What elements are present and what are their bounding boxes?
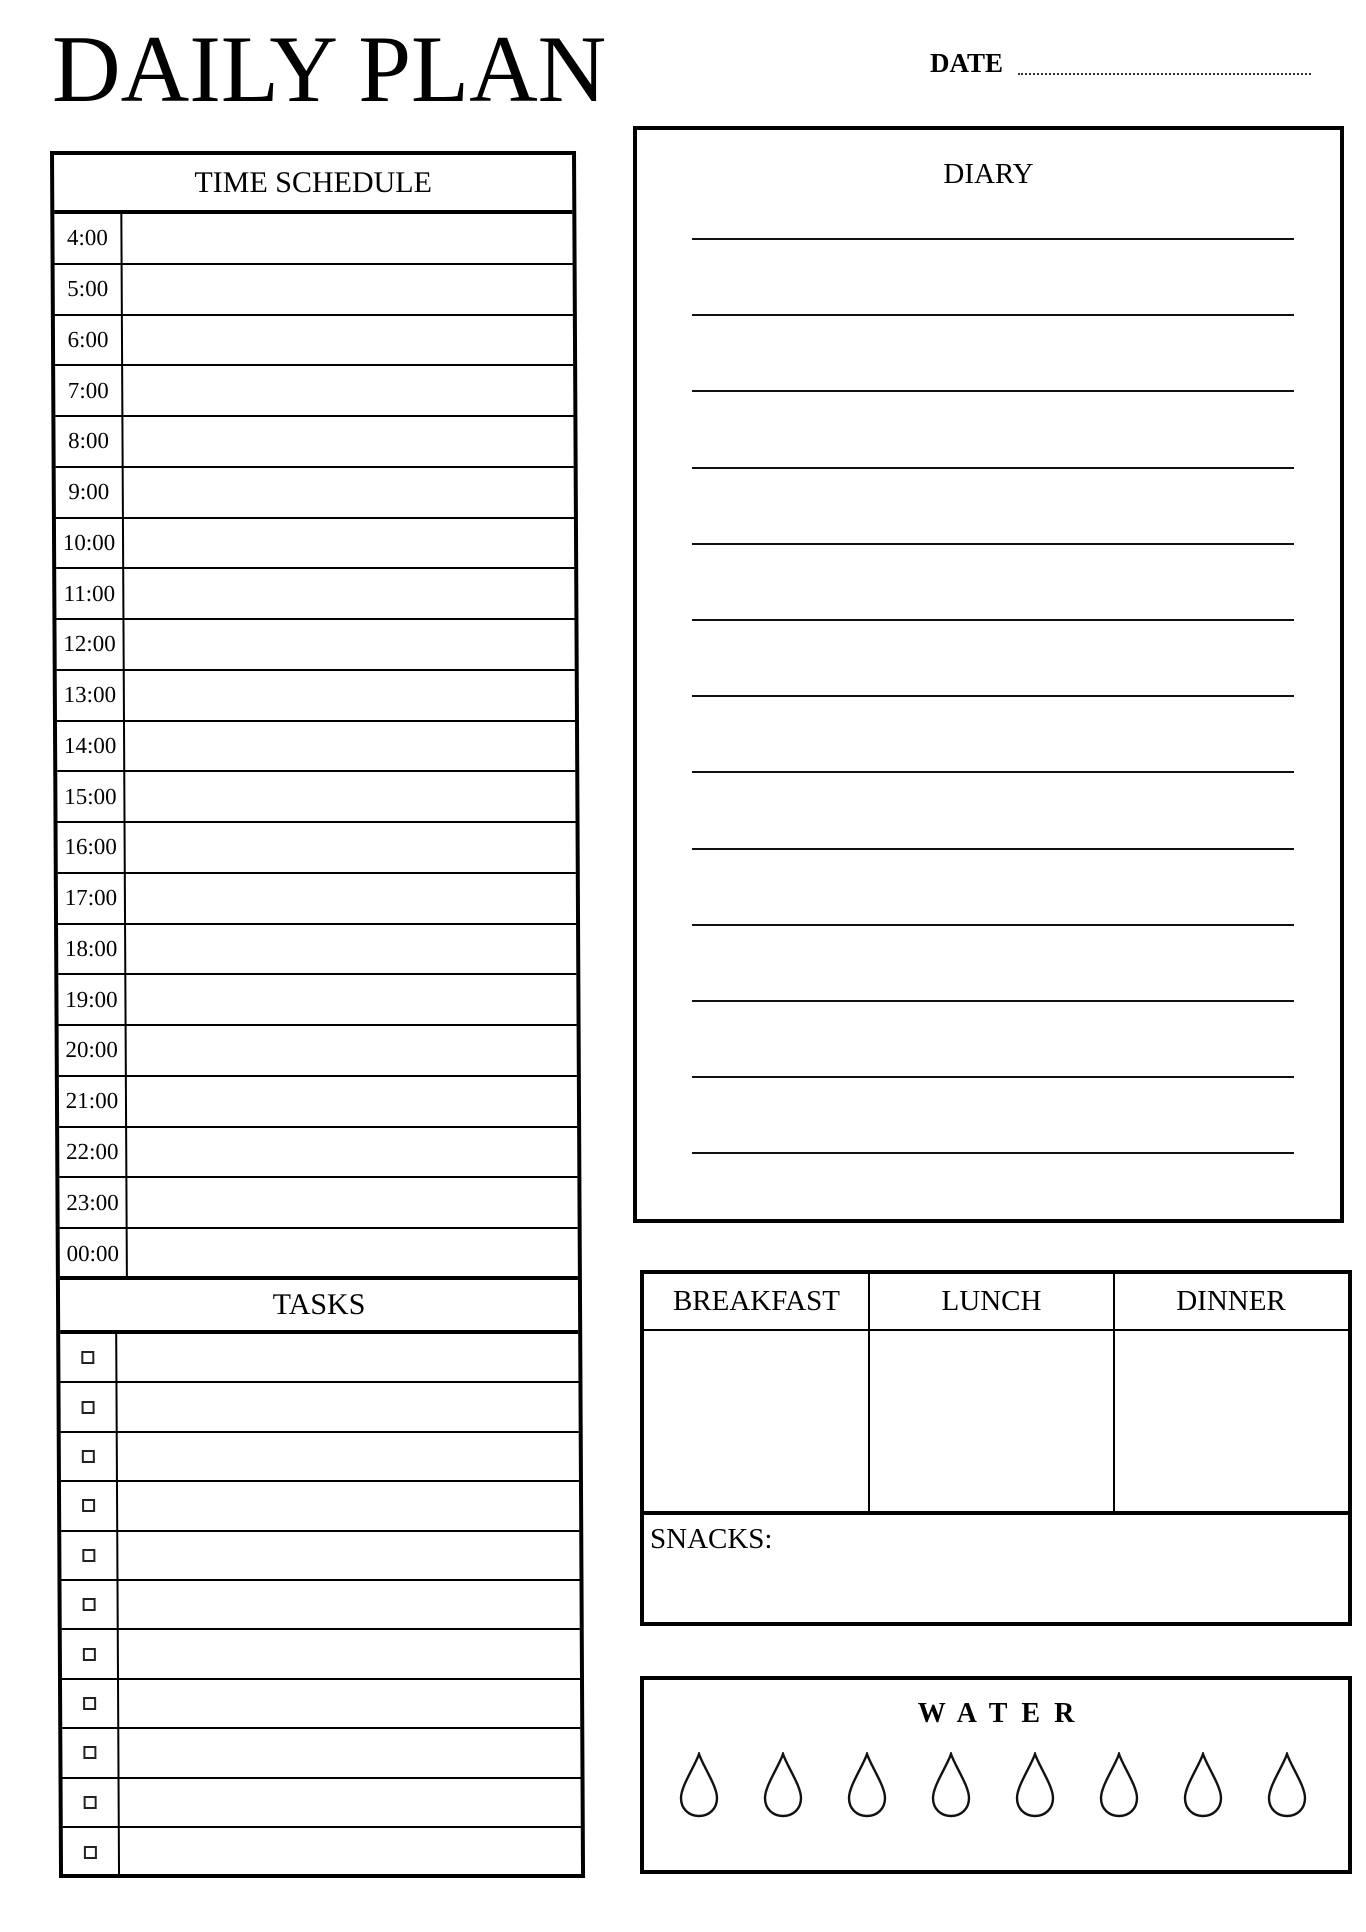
diary-writing-line[interactable] [692, 619, 1294, 621]
schedule-entry-field[interactable] [128, 1229, 578, 1280]
schedule-row [58, 823, 576, 874]
schedule-entry-field[interactable] [126, 874, 576, 923]
schedule-time-label: 13:00 [57, 671, 125, 720]
task-checkbox-cell [62, 1729, 119, 1776]
water-drop-icon[interactable] [1183, 1752, 1223, 1818]
dinner-field[interactable] [1114, 1331, 1348, 1511]
schedule-row [58, 975, 576, 1026]
task-row [60, 1383, 578, 1432]
checkbox-icon[interactable] [82, 1401, 95, 1414]
schedule-time-label: 9:00 [56, 468, 124, 517]
task-checkbox-cell [62, 1680, 119, 1727]
task-entry-field[interactable] [118, 1532, 579, 1579]
water-drop-icon[interactable] [1015, 1752, 1055, 1818]
breakfast-header: BREAKFAST [644, 1274, 869, 1331]
schedule-time-label: 18:00 [58, 925, 126, 974]
checkbox-icon[interactable] [81, 1351, 94, 1364]
task-entry-field[interactable] [119, 1630, 580, 1677]
task-row [62, 1729, 580, 1778]
schedule-time-label: 23:00 [59, 1178, 127, 1227]
snacks-field[interactable] [644, 1511, 1348, 1622]
schedule-row [55, 316, 573, 367]
schedule-entry-field[interactable] [124, 468, 574, 517]
task-entry-field[interactable] [117, 1334, 578, 1381]
diary-writing-line[interactable] [692, 1076, 1294, 1078]
dinner-header: DINNER [1114, 1274, 1348, 1331]
schedule-row [56, 519, 574, 570]
schedule-time-label: 12:00 [56, 620, 124, 669]
schedule-row [56, 569, 574, 620]
task-checkbox-cell [60, 1334, 117, 1381]
task-entry-field[interactable] [117, 1383, 578, 1430]
diary-writing-line[interactable] [692, 390, 1294, 392]
schedule-time-label: 6:00 [55, 316, 123, 365]
task-checkbox-cell [60, 1383, 117, 1430]
water-drop-icon[interactable] [1267, 1752, 1307, 1818]
meal-divider [1113, 1274, 1115, 1511]
diary-writing-line[interactable] [692, 848, 1294, 850]
schedule-time-label: 17:00 [58, 874, 126, 923]
schedule-row [58, 874, 576, 925]
schedule-time-label: 21:00 [59, 1077, 127, 1126]
time-schedule-panel [50, 151, 585, 1878]
checkbox-icon[interactable] [83, 1746, 96, 1759]
diary-panel [633, 126, 1344, 1223]
task-entry-field[interactable] [120, 1828, 581, 1877]
task-checkbox-cell [61, 1482, 118, 1529]
schedule-entry-field[interactable] [127, 1077, 577, 1126]
diary-writing-line[interactable] [692, 695, 1294, 697]
schedule-time-label: 7:00 [55, 366, 123, 415]
schedule-time-label: 22:00 [59, 1128, 127, 1177]
checkbox-icon[interactable] [83, 1648, 96, 1661]
task-entry-field[interactable] [118, 1482, 579, 1529]
schedule-row [55, 366, 573, 417]
schedule-entry-field[interactable] [123, 265, 573, 314]
schedule-time-label: 11:00 [56, 569, 124, 618]
task-row [61, 1482, 579, 1531]
schedule-time-label: 00:00 [60, 1229, 128, 1280]
schedule-time-label: 5:00 [55, 265, 123, 314]
schedule-entry-field[interactable] [126, 823, 576, 872]
schedule-row [58, 925, 576, 976]
task-row [60, 1334, 578, 1383]
checkbox-icon[interactable] [84, 1846, 97, 1859]
water-drop-icon[interactable] [763, 1752, 803, 1818]
schedule-row [55, 265, 573, 316]
task-entry-field[interactable] [119, 1680, 580, 1727]
diary-writing-line[interactable] [692, 543, 1294, 545]
task-entry-field[interactable] [118, 1433, 579, 1480]
date-label: DATE [930, 48, 1004, 78]
time-schedule-rows [54, 214, 578, 1280]
schedule-entry-field[interactable] [123, 417, 573, 466]
meal-divider [868, 1274, 870, 1511]
schedule-entry-field[interactable] [123, 366, 573, 415]
task-row [61, 1532, 579, 1581]
checkbox-icon[interactable] [82, 1549, 95, 1562]
task-entry-field[interactable] [120, 1779, 581, 1826]
schedule-row [59, 1026, 577, 1077]
task-entry-field[interactable] [119, 1729, 580, 1776]
task-row [63, 1828, 581, 1877]
diary-writing-line[interactable] [692, 924, 1294, 926]
schedule-row [57, 671, 575, 722]
schedule-time-label: 15:00 [57, 772, 125, 821]
schedule-entry-field[interactable] [125, 671, 575, 720]
schedule-time-label: 20:00 [59, 1026, 127, 1075]
task-checkbox-cell [61, 1581, 118, 1628]
diary-title: DIARY [943, 158, 1034, 190]
schedule-entry-field[interactable] [124, 519, 574, 568]
diary-writing-line[interactable] [692, 771, 1294, 773]
task-entry-field[interactable] [118, 1581, 579, 1628]
water-title: WATER [917, 1698, 1089, 1729]
water-drop-icon[interactable] [931, 1752, 971, 1818]
schedule-row [60, 1229, 578, 1280]
meals-panel [640, 1270, 1352, 1626]
schedule-entry-field[interactable] [122, 214, 572, 263]
water-drop-icon[interactable] [847, 1752, 887, 1818]
diary-writing-line[interactable] [692, 467, 1294, 469]
schedule-time-label: 14:00 [57, 722, 125, 771]
diary-writing-line[interactable] [692, 238, 1294, 240]
schedule-time-label: 16:00 [58, 823, 126, 872]
breakfast-field[interactable] [644, 1331, 869, 1511]
schedule-entry-field[interactable] [124, 620, 574, 669]
schedule-entry-field[interactable] [125, 722, 575, 771]
task-row [61, 1433, 579, 1482]
schedule-time-label: 19:00 [58, 975, 126, 1024]
schedule-row [54, 214, 572, 265]
checkbox-icon[interactable] [83, 1697, 96, 1710]
lunch-field[interactable] [869, 1331, 1114, 1511]
page-title: DAILY PLAN [52, 16, 607, 122]
time-schedule-header: TIME SCHEDULE [54, 155, 572, 214]
diary-writing-line[interactable] [692, 1000, 1294, 1002]
checkbox-icon[interactable] [83, 1598, 96, 1611]
tasks-header: TASKS [60, 1276, 578, 1334]
schedule-time-label: 4:00 [54, 214, 122, 263]
checkbox-icon[interactable] [82, 1450, 95, 1463]
schedule-entry-field[interactable] [126, 975, 576, 1024]
diary-writing-line[interactable] [692, 1152, 1294, 1154]
task-checkbox-cell [63, 1828, 120, 1877]
task-row [62, 1680, 580, 1729]
diary-writing-line[interactable] [692, 314, 1294, 316]
schedule-row [55, 417, 573, 468]
lunch-header: LUNCH [869, 1274, 1114, 1331]
schedule-row [57, 772, 575, 823]
schedule-entry-field[interactable] [123, 316, 573, 365]
task-row [61, 1581, 579, 1630]
schedule-row [56, 620, 574, 671]
checkbox-icon[interactable] [82, 1499, 95, 1512]
water-drop-icon[interactable] [679, 1752, 719, 1818]
snacks-label: SNACKS: [650, 1523, 773, 1555]
water-drop-icon[interactable] [1099, 1752, 1139, 1818]
task-checkbox-cell [61, 1532, 118, 1579]
tasks-rows [60, 1334, 581, 1874]
schedule-row [59, 1128, 577, 1179]
task-row [62, 1630, 580, 1679]
task-checkbox-cell [61, 1433, 118, 1480]
water-drops [679, 1752, 1307, 1818]
date-field[interactable] [1018, 73, 1311, 75]
schedule-time-label: 10:00 [56, 519, 124, 568]
task-checkbox-cell [63, 1779, 120, 1826]
schedule-entry-field[interactable] [125, 772, 575, 821]
schedule-entry-field[interactable] [127, 1178, 577, 1227]
task-row [63, 1779, 581, 1828]
schedule-entry-field[interactable] [127, 1128, 577, 1177]
schedule-row [59, 1077, 577, 1128]
schedule-time-label: 8:00 [55, 417, 123, 466]
schedule-entry-field[interactable] [126, 925, 576, 974]
task-checkbox-cell [62, 1630, 119, 1677]
schedule-entry-field[interactable] [127, 1026, 577, 1075]
schedule-row [56, 468, 574, 519]
checkbox-icon[interactable] [84, 1796, 97, 1809]
schedule-row [57, 722, 575, 773]
schedule-entry-field[interactable] [124, 569, 574, 618]
water-panel [640, 1676, 1352, 1874]
schedule-row [59, 1178, 577, 1229]
